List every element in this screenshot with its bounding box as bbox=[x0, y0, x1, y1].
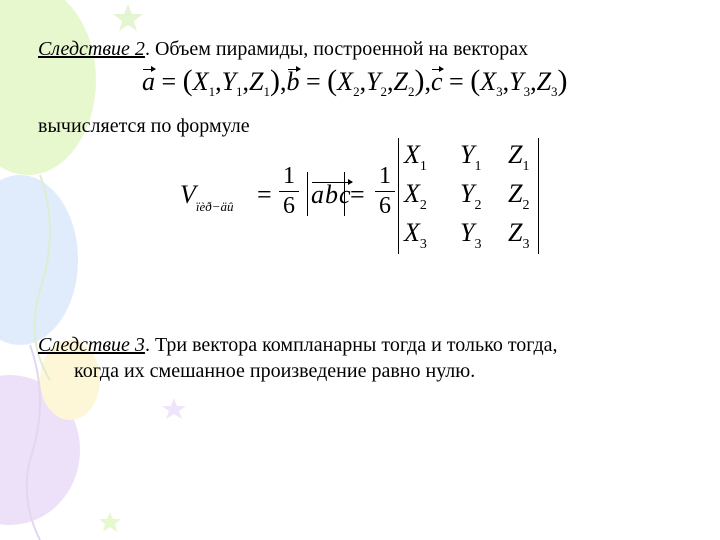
abs-bar-right bbox=[344, 172, 345, 216]
matrix-cell-Y3: $Y_3$ bbox=[460, 218, 482, 252]
matrix-cell-Z2: $Z_2$ bbox=[508, 179, 530, 213]
equals-sign: = bbox=[350, 180, 365, 209]
matrix-cell-X1: $X_1$ bbox=[404, 140, 427, 174]
green-balloon-shape bbox=[0, 0, 96, 175]
corollary3-line1 bbox=[38, 334, 558, 357]
formula-intro: вычисляется по формуле bbox=[38, 115, 250, 137]
vector-c: c bbox=[431, 67, 443, 96]
fraction-one-sixth: 1 6 bbox=[279, 163, 299, 220]
star-icon bbox=[99, 512, 121, 532]
matrix-cell-Z1: $Z_1$ bbox=[508, 140, 530, 174]
vector-b: b bbox=[286, 67, 300, 96]
volume-subscript: ïèð−äû bbox=[195, 199, 234, 214]
corollary3-text: . Три вектора компланарны тогда и только тогда, bbox=[144, 334, 558, 356]
corollary3-line2: когда их смешанное произведение равно нулю. bbox=[74, 360, 476, 382]
matrix-cell-Y2: $Y_2$ bbox=[460, 179, 482, 213]
equals-sign: = bbox=[257, 180, 272, 209]
determinant-bar-right bbox=[538, 138, 539, 254]
vector-definitions: $a = (X_1,Y_1,Z_1),b = (X_2,Y_2,Z_2),c = (X_3,Y_3,Z_3)$ bbox=[142, 64, 568, 99]
matrix-cell-X2: $X_2$ bbox=[404, 179, 427, 213]
abs-bar-left bbox=[307, 172, 308, 216]
fraction-one-sixth: 1 6 bbox=[375, 163, 395, 220]
corollary3-label: Следствие 3 bbox=[38, 334, 145, 356]
blue-balloon-shape bbox=[0, 175, 78, 345]
determinant-bar-left bbox=[398, 138, 399, 254]
matrix-cell-X3: $X_3$ bbox=[404, 218, 427, 252]
volume-symbol: $V_{ïèð-äû}$ bbox=[180, 180, 234, 214]
matrix-cell-Z3: $Z_3$ bbox=[508, 218, 530, 252]
star-icon bbox=[113, 4, 143, 31]
mixed-product: abc bbox=[311, 180, 352, 209]
star-icon bbox=[162, 398, 186, 419]
corollary2-line bbox=[38, 38, 528, 61]
vector-a: a bbox=[142, 67, 155, 96]
corollary2-label: Следствие 2 bbox=[38, 38, 145, 60]
matrix-cell-Y1: $Y_1$ bbox=[460, 140, 482, 174]
corollary2-text: . Объем пирамиды, построенной на векторах bbox=[144, 38, 529, 60]
